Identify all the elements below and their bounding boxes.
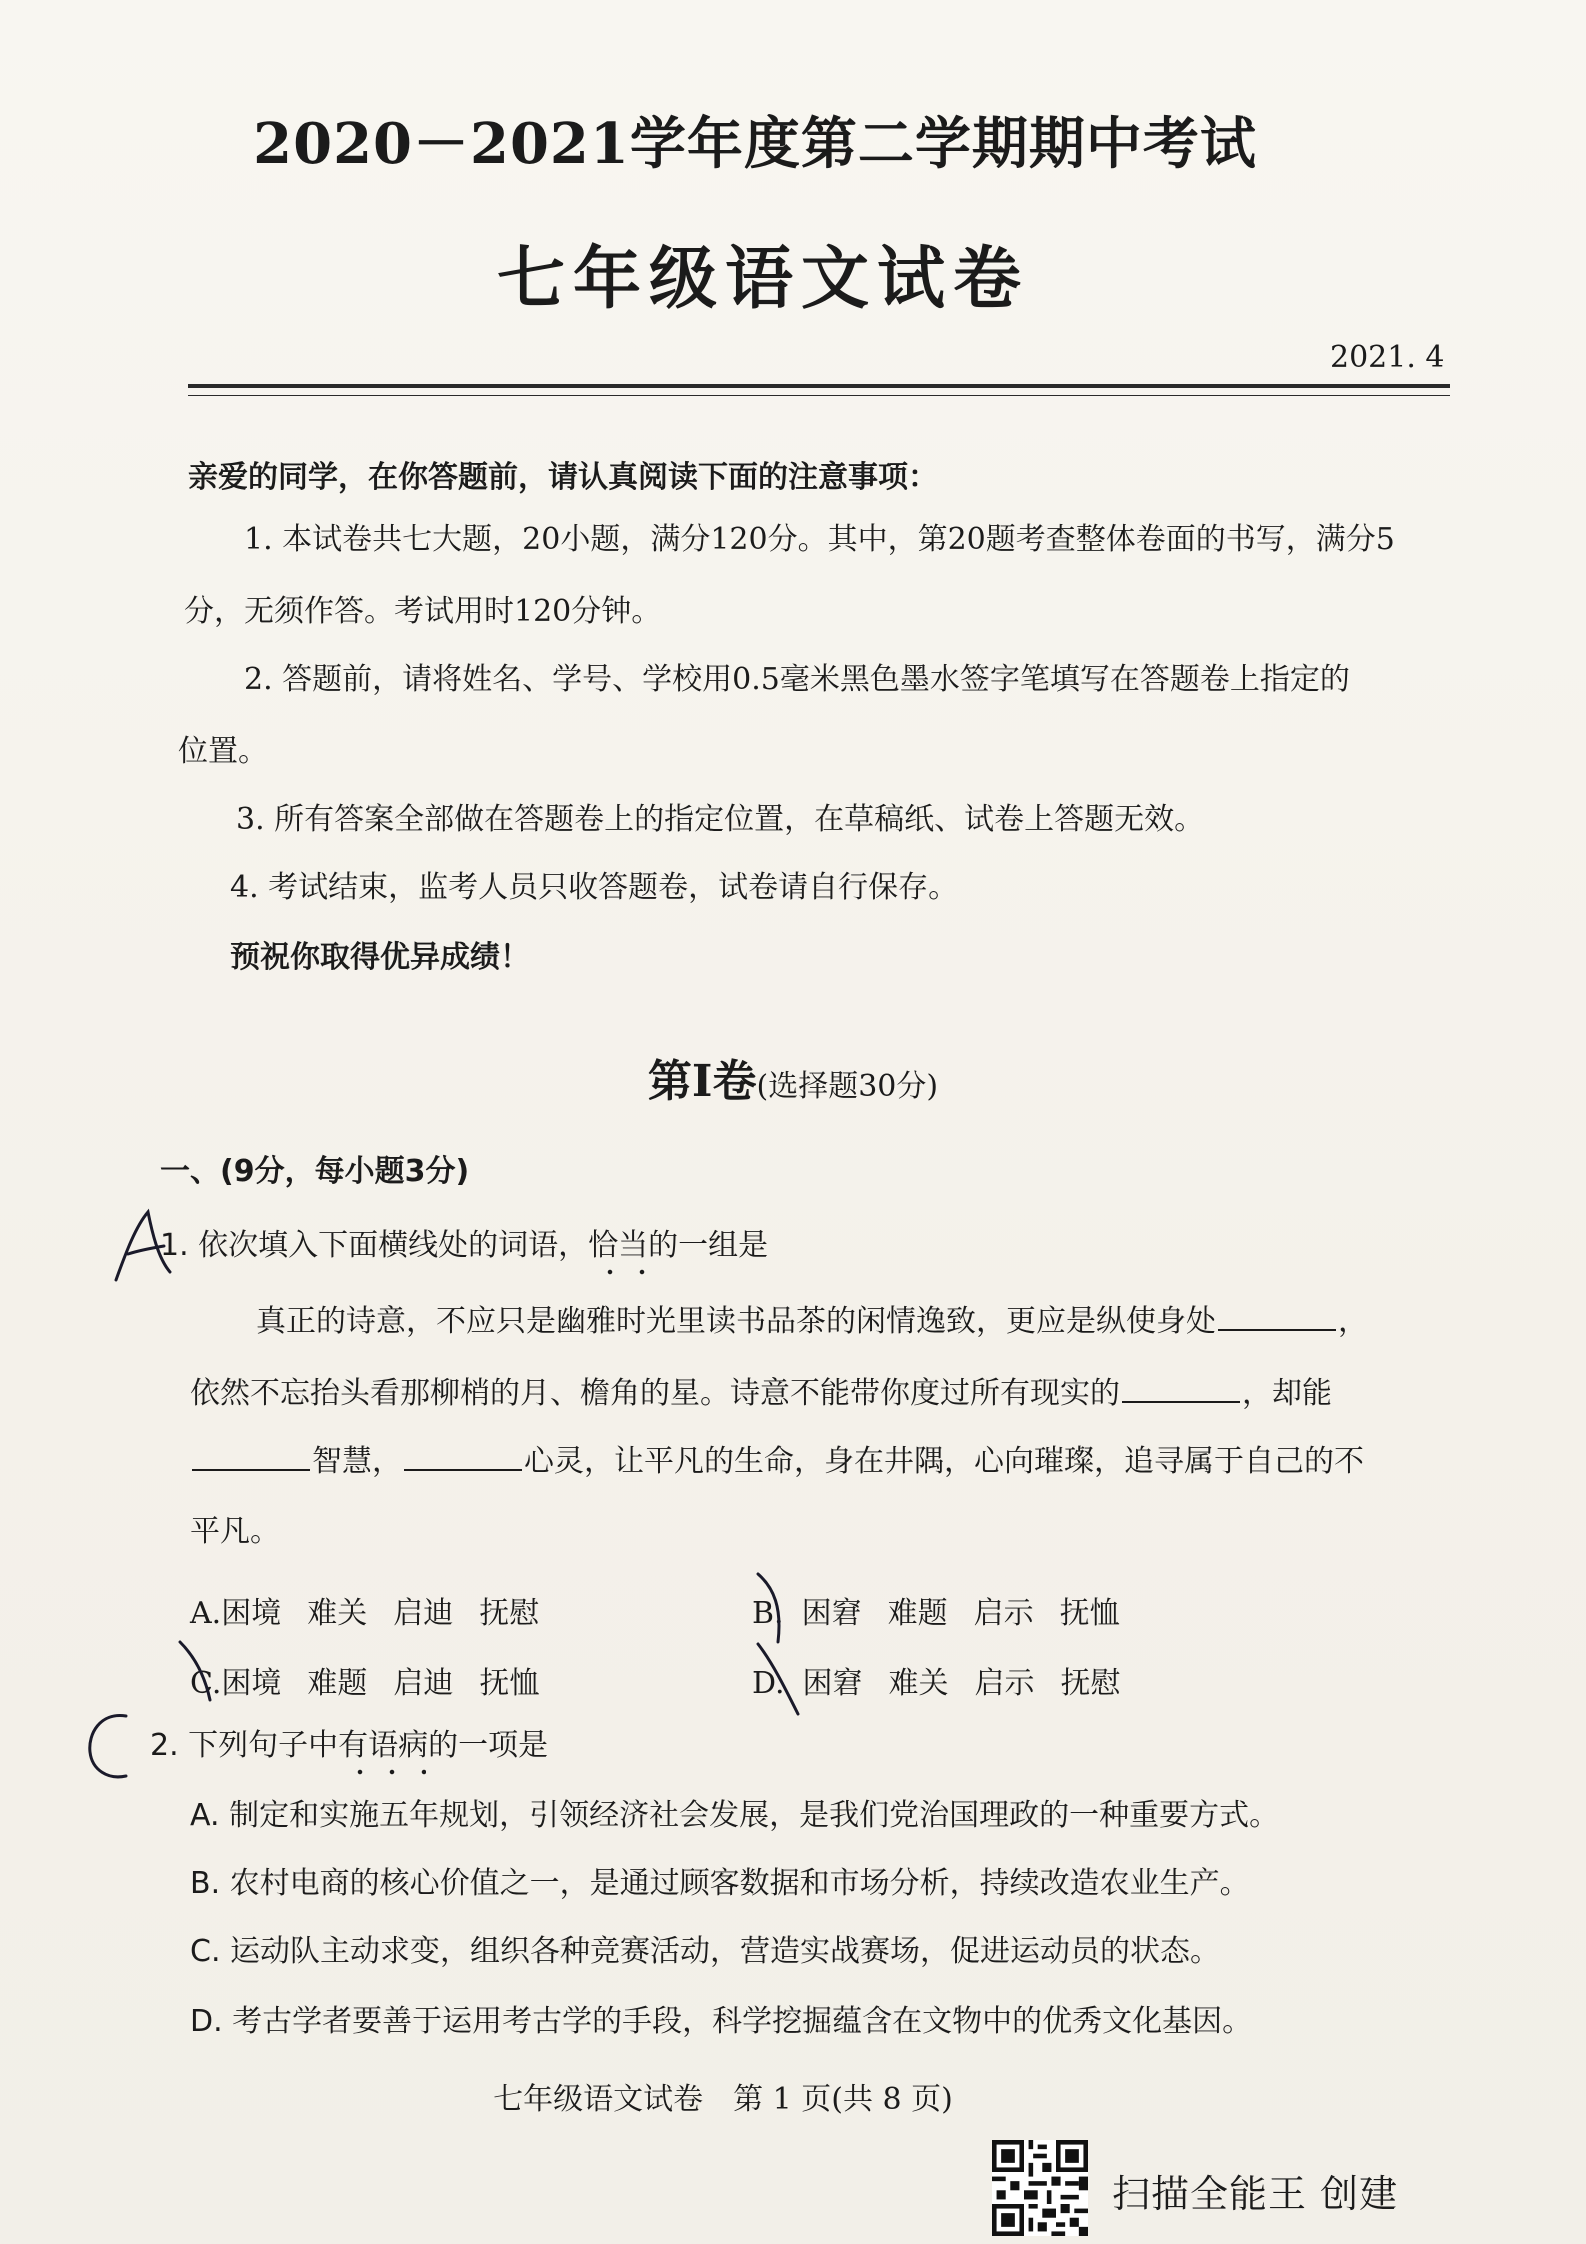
question-1-stem <box>160 1226 768 1266</box>
option-b-word-3: 启示 <box>973 1596 1034 1631</box>
cross-out-d-mark <box>752 1640 812 1720</box>
question-1-option-c <box>190 1658 565 1702</box>
question-1-passage-line-4: 平凡。 <box>190 1514 280 1549</box>
passage-line-2-text: 依然不忘抬头看那柳梢的月、檐角的星。诗意不能带你度过所有现实的 <box>190 1376 1120 1411</box>
option-b-word-4: 抚恤 <box>1059 1596 1120 1631</box>
option-c-word-1: 困境 <box>221 1666 282 1701</box>
subject-title-text: 七年级语文试卷 <box>496 239 1029 319</box>
question-2-option-c: C. 运动队主动求变，组织各种竞赛活动，营造实战赛场，促进运动员的状态。 <box>190 1934 1221 1969</box>
option-b-word-1: 困窘 <box>801 1596 862 1631</box>
notice-item-3: 3. 所有答案全部做在答题卷上的指定位置，在草稿纸、试卷上答题无效。 <box>236 802 1205 837</box>
notice-item-1-line-1: 1. 本试卷共七大题，20小题，满分120分。其中，第20题考查整体卷面的书写，满分5 <box>244 522 1395 557</box>
handwritten-answer-a-mark <box>108 1206 178 1286</box>
notice-item-4: 4. 考试结束，监考人员只收答题卷，试卷请自行保存。 <box>230 870 959 905</box>
header-rule-thick <box>188 384 1450 388</box>
scanner-watermark: 扫描全能王 创建 <box>1112 2172 1399 2216</box>
exam-title-text: 2020－2021学年度第二学期期中考试 <box>253 111 1257 177</box>
notice-heading: 亲爱的同学，在你答题前，请认真阅读下面的注意事项： <box>188 460 938 495</box>
option-b-label: B. <box>752 1596 784 1631</box>
option-a-word-4: 抚慰 <box>479 1596 540 1631</box>
notice-item-1-line-2: 分，无须作答。考试用时120分钟。 <box>184 594 662 629</box>
section-title <box>0 1045 1586 1109</box>
question-1-passage-line-2 <box>190 1374 1332 1414</box>
section-title-sub: (选择题30分) <box>756 1069 939 1104</box>
blank-1 <box>1218 1328 1336 1331</box>
option-d-word-4: 抚慰 <box>1060 1666 1121 1701</box>
option-a-label: A. <box>190 1596 222 1631</box>
subject-title <box>0 225 1586 322</box>
part-1-heading: 一、(9分，每小题3分) <box>160 1154 470 1189</box>
page-footer-text: 七年级语文试卷 第 1 页(共 8 页) <box>493 2082 953 2117</box>
qr-code-icon <box>992 2140 1088 2236</box>
option-a-word-3: 启迪 <box>393 1596 454 1631</box>
question-1-stem-emphasis: 恰当 <box>588 1228 649 1263</box>
question-1-option-a <box>190 1588 565 1632</box>
notice-wish: 预祝你取得优异成绩！ <box>230 940 530 975</box>
question-2-stem <box>150 1726 548 1766</box>
passage-line-1-text: 真正的诗意，不应只是幽雅时光里读书品茶的闲情逸致，更应是纵使身处 <box>256 1304 1216 1339</box>
option-b-word-2: 难题 <box>887 1596 948 1631</box>
option-d-word-2: 难关 <box>888 1666 949 1701</box>
question-2-option-d: D. 考古学者要善于运用考古学的手段，科学挖掘蕴含在文物中的优秀文化基因。 <box>190 2004 1253 2039</box>
question-1-option-b <box>752 1588 1146 1632</box>
option-c-label: C. <box>190 1666 222 1701</box>
question-1-passage-line-3 <box>190 1442 1364 1482</box>
question-1-passage-line-1 <box>256 1302 1368 1342</box>
option-c-word-4: 抚恤 <box>479 1666 540 1701</box>
option-d-word-3: 启示 <box>974 1666 1035 1701</box>
option-c-word-2: 难题 <box>307 1666 368 1701</box>
option-a-word-1: 困境 <box>221 1596 282 1631</box>
question-2-stem-pre: 2. 下列句子中 <box>150 1728 339 1763</box>
notice-item-2-line-1: 2. 答题前，请将姓名、学号、学校用0.5毫米黑色墨水签字笔填写在答题卷上指定的 <box>244 662 1350 697</box>
passage-line-3-b: 心灵，让平凡的生命，身在井隅，心向璀璨，追寻属于自己的不 <box>524 1444 1364 1479</box>
notice-item-2-line-2: 位置。 <box>178 734 268 769</box>
option-d-label: D. <box>752 1666 785 1701</box>
question-1-stem-pre: 1. 依次填入下面横线处的词语， <box>160 1228 589 1263</box>
question-2-option-a: A. 制定和实施五年规划，引领经济社会发展，是我们党治国理政的一种重要方式。 <box>190 1798 1280 1833</box>
passage-line-2-end: ，却能 <box>1242 1376 1332 1411</box>
passage-line-1-end: ， <box>1338 1304 1368 1339</box>
cross-out-c-mark <box>176 1638 226 1710</box>
handwritten-answer-c-mark <box>80 1706 140 1786</box>
exam-title <box>0 100 1586 180</box>
question-1-stem-post: 的一组是 <box>648 1228 769 1263</box>
header-rule-thin <box>188 395 1450 396</box>
page-footer <box>0 2074 1586 2118</box>
blank-2 <box>1122 1400 1240 1403</box>
cross-out-b-mark <box>752 1568 802 1648</box>
option-a-word-2: 难关 <box>307 1596 368 1631</box>
question-2-stem-post: 的一项是 <box>428 1728 549 1763</box>
option-d-word-1: 困窘 <box>802 1666 863 1701</box>
question-2-option-b: B. 农村电商的核心价值之一，是通过顾客数据和市场分析，持续改造农业生产。 <box>190 1866 1250 1901</box>
question-2-stem-emphasis: 有语病 <box>338 1728 429 1763</box>
blank-4 <box>404 1468 522 1471</box>
option-c-word-3: 启迪 <box>393 1666 454 1701</box>
exam-date: 2021. 4 <box>1330 340 1445 375</box>
blank-3 <box>192 1468 310 1471</box>
section-title-main: 第Ⅰ卷 <box>647 1056 757 1107</box>
passage-line-3-a: 智慧， <box>312 1444 402 1479</box>
